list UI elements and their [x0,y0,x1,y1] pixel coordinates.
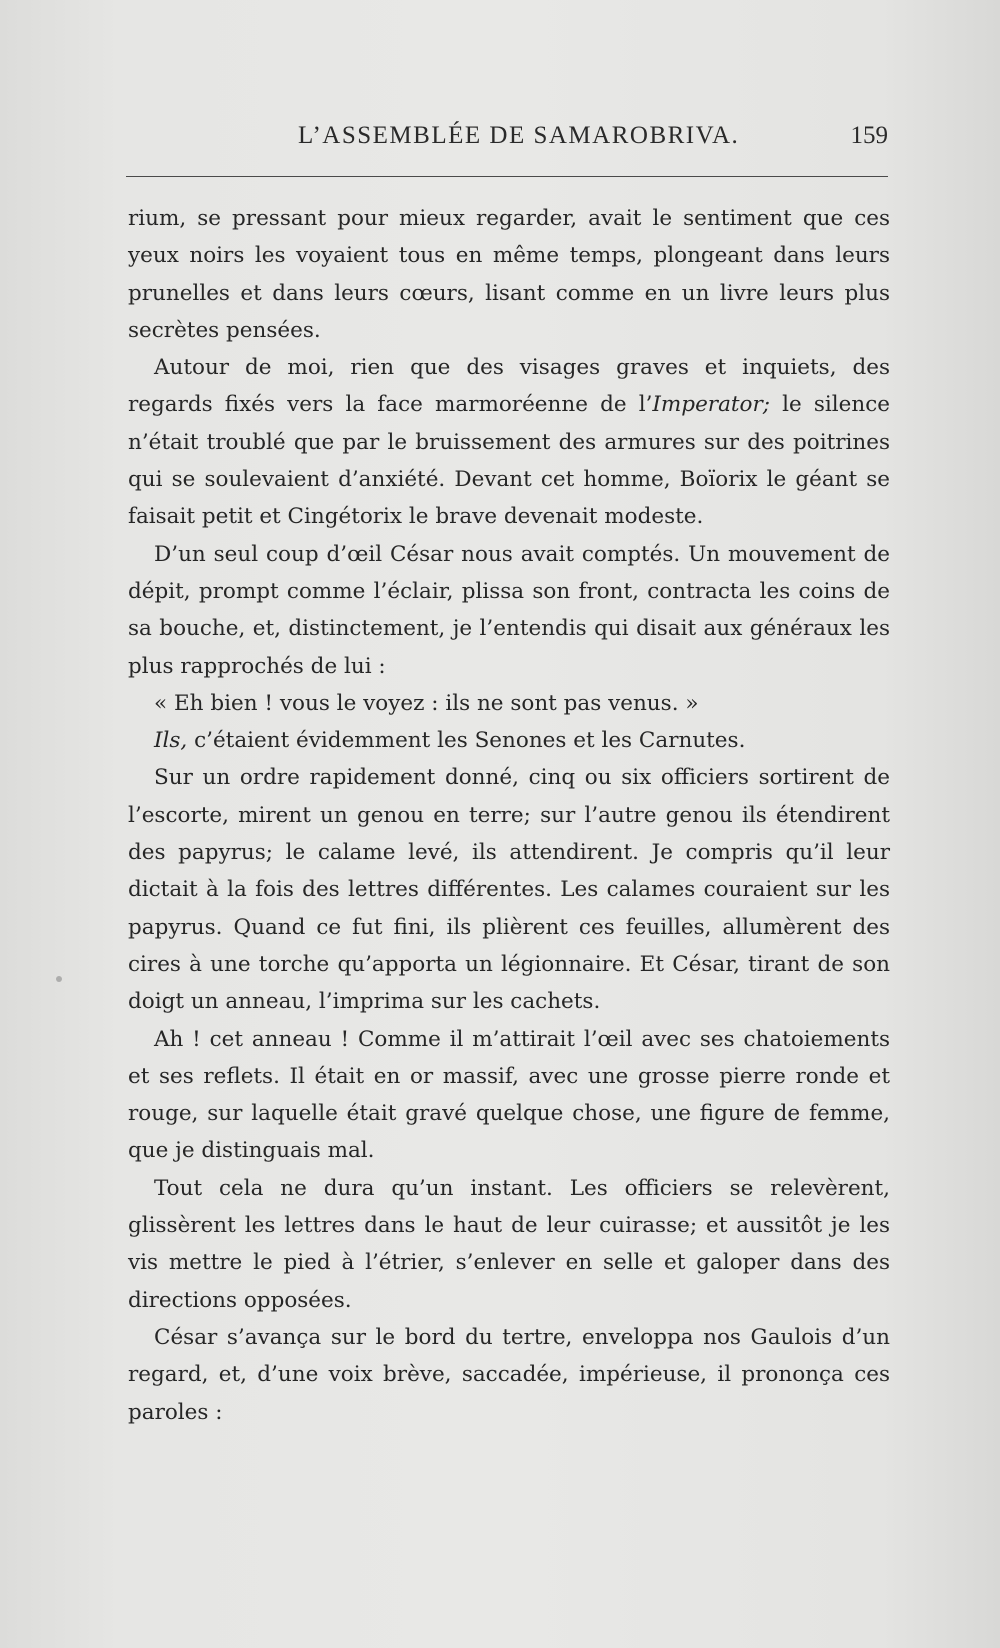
paragraph-5-end: c’étaient évidemment les Senones et les Carnutes. [187,728,746,754]
quotation: « Eh bien ! vous le voyez : ils ne sont pas venus. » [154,690,699,716]
paragraph-1: rium, se pressant pour mieux regarder, avait le sentiment que ces yeux noirs les voyaient tous en même temps, plongeant dans leurs prunelles et dans leurs cœurs, lisant comme en un livre leurs plus secrètes pensées. [128,206,890,343]
paragraph-8: Tout cela ne dura qu’un instant. Les officiers se relevèrent, glissèrent les lettres dans le haut de leur cuirasse; et aussitôt je les vis mettre le pied à l’étrier, s’enlever en selle et galoper dans des directions opposées. [128,1175,890,1313]
paragraph-6: Sur un ordre rapidement donné, cinq ou six officiers sortirent de l’escorte, mirent un genou en terre; sur l’autre genou ils étendirent des papyrus; le calame levé, ils attendirent. Je compris qu’il leur dictait à la fois des lettres différentes. Les calames couraient sur les papyrus. Quand ce fut fini, ils plièrent ces feuilles, allumèrent des cires à une torche qu’apporta un légionnaire. Et César, tirant de son doigt un anneau, l’imprima sur les cachets. [128,765,890,1015]
paragraph-3: D’un seul coup d’œil César nous avait comptés. Un mouvement de dépit, prompt comme l’éclair, plissa son front, contracta les coins de sa bouche, et, distinctement, je l’entendis qui disait aux généraux les plus rapprochés de lui : [128,541,890,679]
paragraph-5 [128,722,890,759]
paragraph-2-start: Autour de moi, rien que des visages graves et inquiets, des regards fixés vers la face marmoréenne de l’ [128,355,890,418]
body-text [128,200,890,1431]
paragraph-7: Ah ! cet anneau ! Comme il m’attirait l’œil avec ses chatoiements et ses reflets. Il était en or massif, avec une grosse pierre ronde et rouge, sur laquelle était gravé quelque chose, une figure de femme, que je distinguais mal. [128,1026,890,1164]
paragraph-9: César s’avança sur le bord du tertre, enveloppa nos Gaulois d’un regard, et, d’une voix brève, saccadée, impérieuse, il prononça ces paroles : [128,1324,890,1425]
running-head [128,122,888,158]
paragraph-2 [128,349,890,535]
paper-speck [56,976,62,982]
page-number: 159 [850,122,888,149]
italic-imperator: Imperator; [652,392,770,418]
running-title: L’ASSEMBLÉE DE SAMAROBRIVA. [298,122,740,149]
paragraph-2-end: le silence n’était troublé que par le bruissement des armures sur des poitrines qui se soulevaient d’anxiété. Devant cet homme, Boïorix le géant se faisait petit et Cingétorix le brave devenait modeste. [128,392,890,530]
italic-ils: Ils, [154,728,188,754]
header-rule [126,176,888,177]
